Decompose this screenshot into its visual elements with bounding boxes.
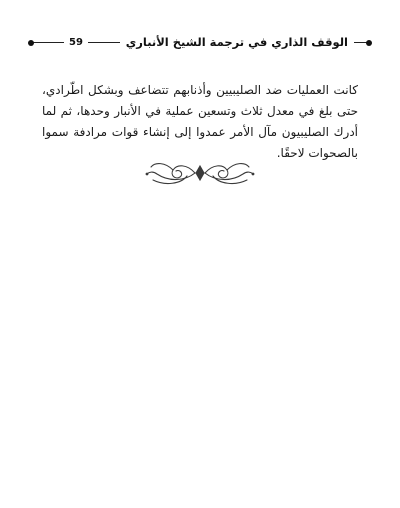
book-title: الوقف الذاري في ترجمة الشيخ الأنباري: [120, 34, 354, 51]
running-header: [28, 34, 372, 52]
decorative-divider-icon: [143, 156, 257, 190]
header-bullet-left: [28, 40, 34, 46]
body-paragraph: كانت العمليات ضد الصليبيين وأذنابهم تتضاعف وبشكل اطّرادي، حتى بلغ في معدل ثلاث وتسعين عملية في الأنبار وحدها، ثم لما أدرك الصليبيون مآل الأمر عمدوا إلى إنشاء قوات مرادفة سموا بالصحوات لاحقًا.: [42, 83, 358, 160]
page-number: 59: [64, 34, 88, 51]
header-bullet-right: [366, 40, 372, 46]
